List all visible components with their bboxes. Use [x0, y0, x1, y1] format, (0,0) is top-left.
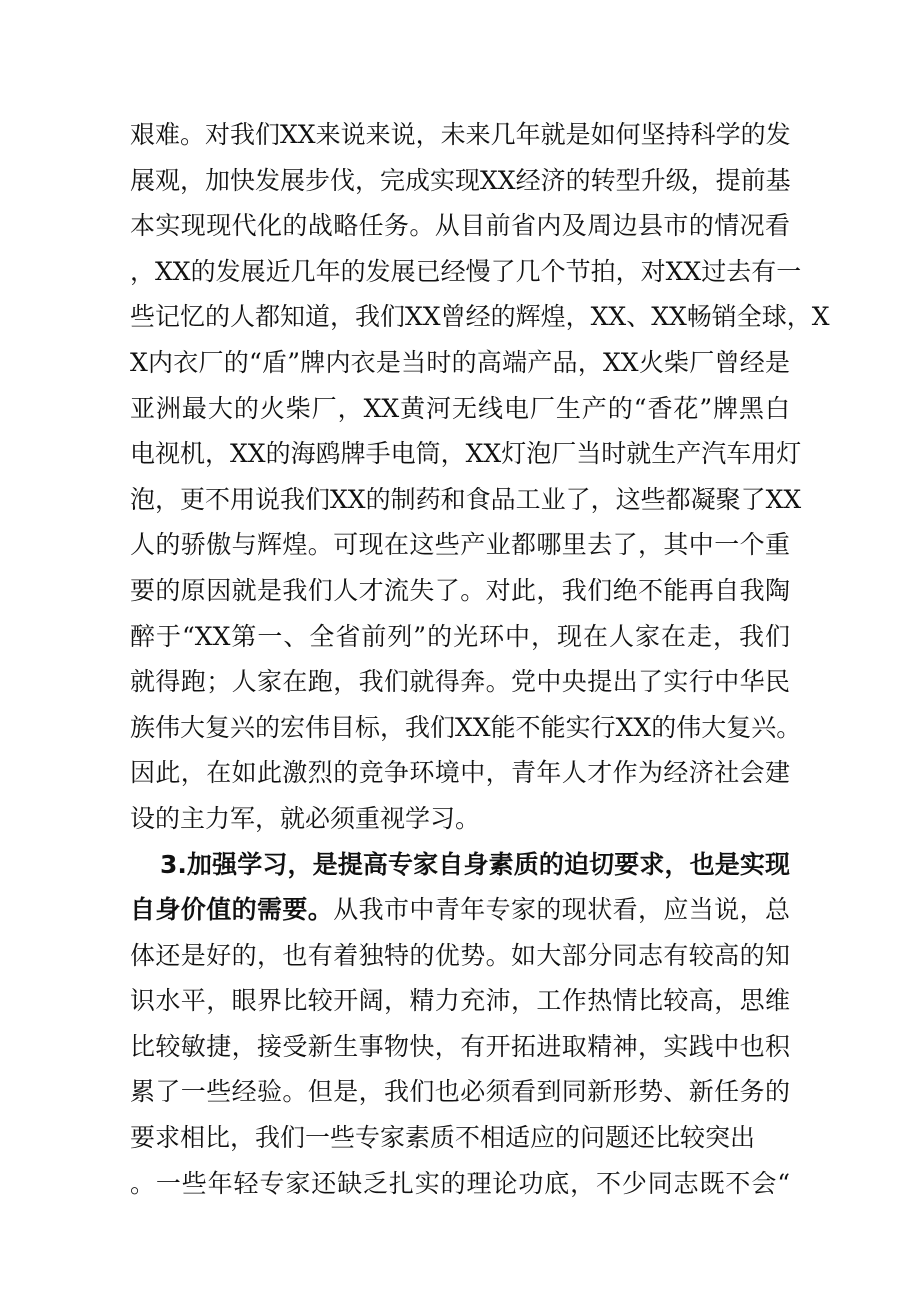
paragraph-line: 比较敏捷，接受新生事物快，有开拓进取精神，实践中也积	[130, 1031, 790, 1061]
document-body	[130, 112, 830, 1206]
paragraph-line: 本实现现代化的战略任务。从目前省内及周边县市的情况看	[130, 211, 790, 241]
section-heading-line: 3.加强学习，是提高专家自身素质的迫切要求，也是实现	[160, 849, 790, 879]
paragraph-line: 识水平，眼界比较开阔，精力充沛，工作热情比较高，思维	[130, 986, 790, 1016]
paragraph-line: 要求相比，我们一些专家素质不相适应的问题还比较突出	[130, 1123, 756, 1153]
paragraph-line: 因此，在如此激烈的竞争环境中，青年人才作为经济社会建	[130, 758, 790, 788]
paragraph-line: 人的骄傲与辉煌。可现在这些产业都哪里去了，其中一个重	[130, 530, 790, 560]
paragraph-line: 泡，更不用说我们XX的制药和食品工业了，这些都凝聚了XX	[130, 484, 802, 514]
paragraph-line: 要的原因就是我们人才流失了。对此，我们绝不能再自我陶	[130, 575, 790, 605]
paragraph-line: 就得跑；人家在跑，我们就得奔。党中央提出了实行中华民	[130, 667, 790, 697]
paragraph-line-mixed	[130, 887, 790, 933]
paragraph-line: X内衣厂的“盾”牌内衣是当时的高端产品，XX火柴厂曾经是	[130, 347, 790, 377]
paragraph-2	[130, 842, 790, 1207]
paragraph-line: 亚洲最大的火柴厂，XX黄河无线电厂生产的“香花”牌黑白	[130, 393, 790, 423]
paragraph-line: 艰难。对我们XX来说来说，未来几年就是如何坚持科学的发	[130, 120, 791, 149]
section-heading-tail: 自身价值的需要。	[130, 895, 334, 925]
paragraph-line-rest: 从我市中青年专家的现状看，应当说，总	[333, 895, 790, 925]
paragraph-line: 累了一些经验。但是，我们也必须看到同新形势、新任务的	[130, 1077, 790, 1107]
paragraph-line: ，XX的发展近几年的发展已经慢了几个节拍，对XX过去有一	[130, 256, 802, 286]
paragraph-line: 展观，加快发展步伐，完成实现XX经济的转型升级，提前基	[130, 165, 791, 195]
paragraph-line: 些记忆的人都知道，我们XX曾经的辉煌，XX、XX畅销全球，X	[130, 302, 830, 332]
paragraph-line: 设的主力军，就必须重视学习。	[130, 803, 481, 833]
paragraph-1	[130, 112, 830, 842]
paragraph-line: 族伟大复兴的宏伟目标，我们XX能不能实行XX的伟大复兴。	[130, 712, 802, 742]
paragraph-line: 体还是好的，也有着独特的优势。如大部分同志有较高的知	[130, 940, 790, 970]
paragraph-line: 。一些年轻专家还缺乏扎实的理论功底，不少同志既不会“	[130, 1168, 790, 1198]
paragraph-line: 电视机，XX的海鸥牌手电筒，XX灯泡厂当时就生产汽车用灯	[130, 439, 802, 469]
paragraph-line: 醉于“XX第一、全省前列”的光环中，现在人家在走，我们	[130, 621, 790, 651]
